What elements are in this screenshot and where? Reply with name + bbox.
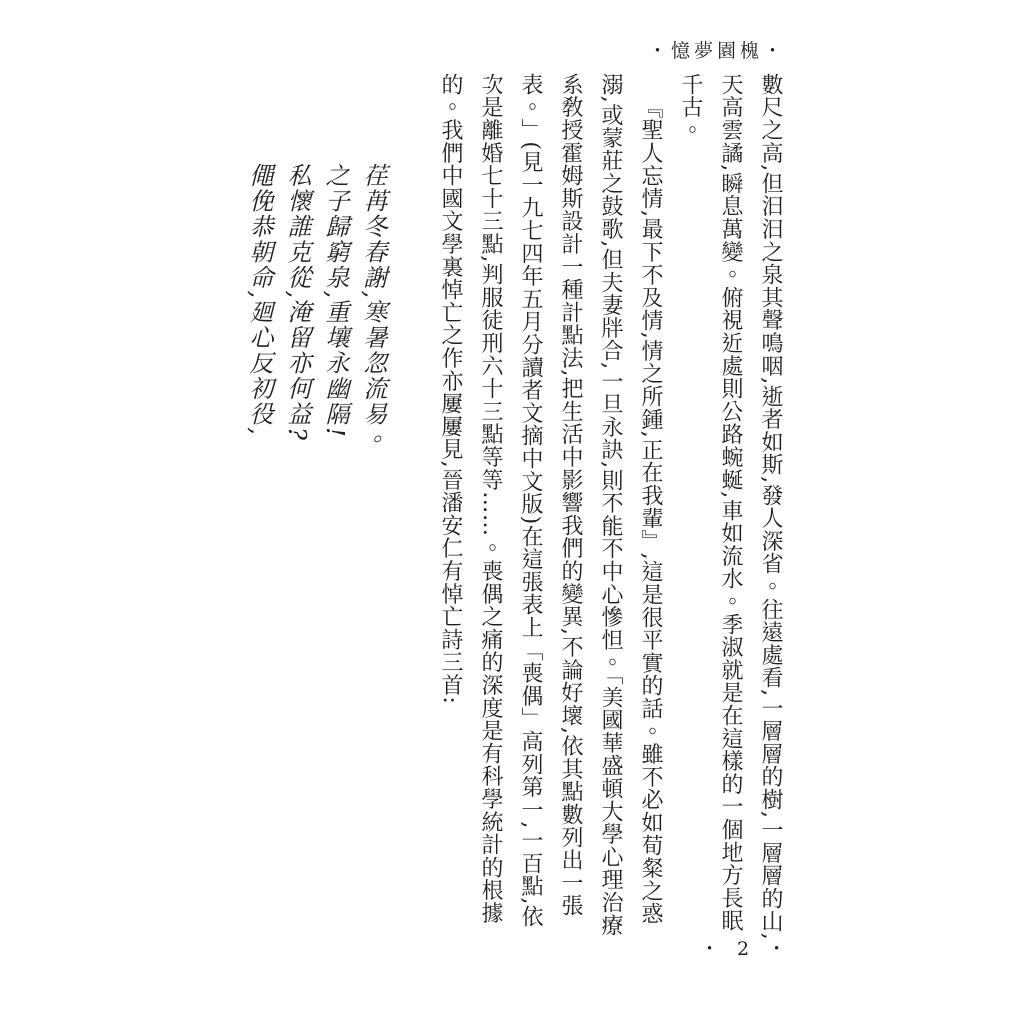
poem-line-1: 荏苒冬春謝,寒暑忽流易。 [359,163,387,453]
paragraph-continuation: 數尺之高,但汩汩之泉其聲鳴咽,逝者如斯,發人深省。往遠處看,一層層的樹,一層層的山,天高雲譎,瞬息萬變。俯視近處則公路蜿蜒,車如流水。季淑就是在這樣的一個地方長眠千古。 [678,73,783,941]
page-number: ・ 2 ・ [700,938,793,960]
poem-line-2: 之子歸窮泉,重壤永幽隔! [321,163,349,439]
text-block [240,73,790,945]
poem-block [240,73,392,945]
poem-line-3: 私懷誰克從,淹留亦何益? [283,163,311,442]
paragraph-main: 『聖人忘情,最下不及情,情之所鍾,正在我輩』,這是很平實的話。雖不必如荀粲之惑溺,或蒙莊之鼓歌,但夫妻牉合,一旦永訣,則不能不中心慘怛。「美國華盛頓大學心理治療系敎授霍姆斯設計一種計點法,把生活中影響我們的變異,不論好壞,依其點數列出一張表。」(見一九七四年五月分讀者文摘中文版)在這張表上「喪偶」高列第一,一百點,依次是離婚七十三點,判服徒刑六十三點等等……。喪偶之痛的深度是有科學統計的根據的。我們中國文學裏悼亡之作亦屢屢見,晉潘安仁有悼亡詩三首: [438,73,663,937]
poem-line-4: 僶俛恭朝命,廻心反初役, [245,163,273,437]
running-head: ・憶夢園槐・ [647,40,786,62]
